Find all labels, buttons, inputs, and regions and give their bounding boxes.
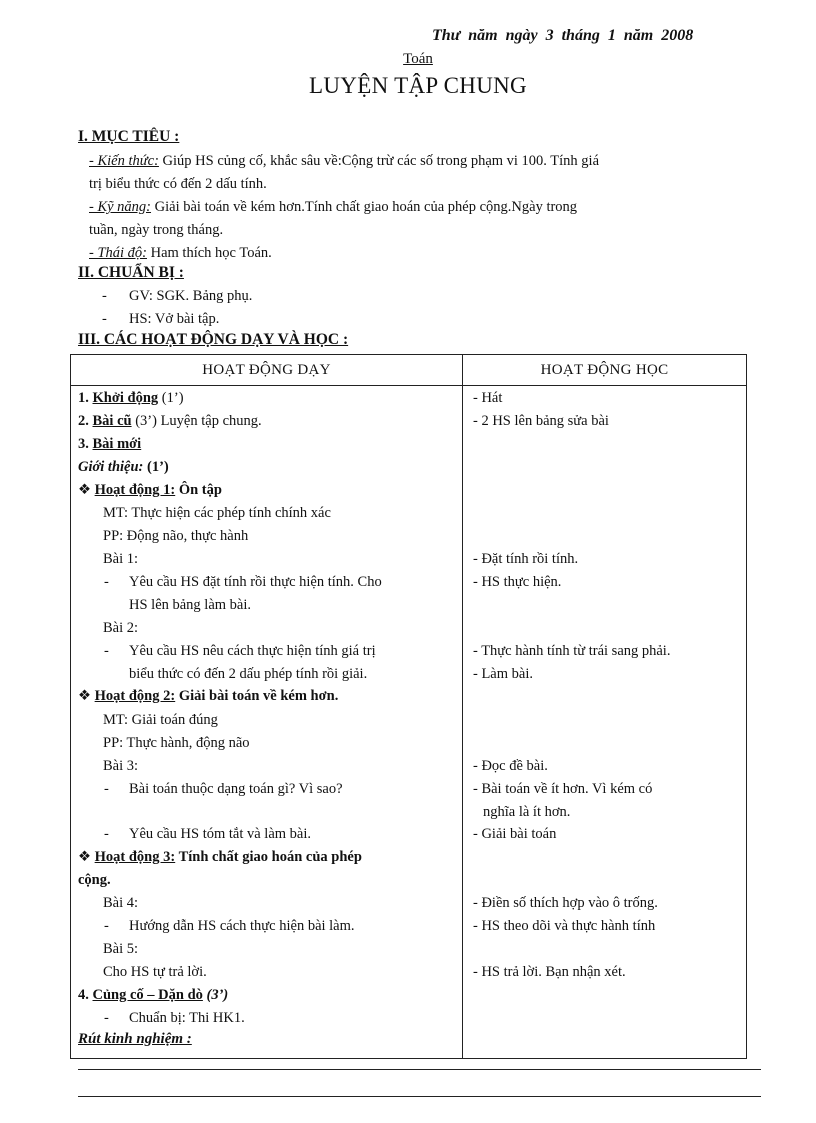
activity-title: Ôn tập <box>175 482 222 498</box>
step-new-lesson <box>78 436 141 453</box>
exercise-1-text-1: Yêu cầu HS đặt tính rồi thực hiện tính. Cho <box>129 574 382 590</box>
exercise-2-label: Bài 2: <box>103 620 139 636</box>
activity-2-goal: MT: Giải toán đúng <box>103 712 218 728</box>
learning-item: - Đọc đề bài. <box>473 758 548 774</box>
exercise-4-label: Bài 4: <box>103 895 139 911</box>
exercise-1-label: Bài 1: <box>103 551 139 567</box>
activity-3-heading <box>78 849 362 866</box>
objectives-skill <box>89 196 757 219</box>
lesson-date: Thư năm ngày 3 tháng 1 năm 2008 <box>432 27 694 44</box>
exercise-2-text-2: biểu thức có đến 2 dấu phép tính rồi giải. <box>129 666 368 682</box>
subject-label: Toán <box>403 51 433 67</box>
step-time: (3’) <box>202 987 229 1003</box>
preparation-item-text: GV: SGK. Bảng phụ. <box>129 288 253 304</box>
exercise-3-text-2: Yêu cầu HS tóm tắt và làm bài. <box>129 826 312 842</box>
header-teaching: HOẠT ĐỘNG DẠY <box>71 355 463 386</box>
table-header-row <box>71 355 747 386</box>
activity-3-heading-cont: cộng. <box>78 872 111 888</box>
diamond-bullet-icon: ❖ <box>78 849 91 865</box>
dash: - <box>104 574 109 590</box>
exercise-3-text-1: Bài toán thuộc dạng toán gì? Vì sao? <box>129 781 343 797</box>
table-body-row <box>71 386 747 1059</box>
step-name: Bài mới <box>92 436 142 452</box>
activity-1-heading <box>78 482 222 499</box>
learning-item: - Hát <box>473 390 503 406</box>
activity-title: Giải bài toán về kém hơn. <box>175 688 339 704</box>
step-old-lesson <box>78 413 262 430</box>
dash: - <box>104 826 109 842</box>
objectives-heading: I. MỤC TIÊU : <box>78 128 180 145</box>
activity-label: Hoạt động 1: <box>94 482 176 498</box>
step-number: 2. <box>78 413 93 429</box>
learning-item: - Bài toán về ít hơn. Vì kém có <box>473 781 653 797</box>
intro-label: Giới thiệu: <box>78 459 144 475</box>
knowledge-text-1: Giúp HS củng cố, khắc sâu về:Cộng trừ các số trong phạm vi 100. Tính giá <box>158 153 600 169</box>
step-name: Củng cố – Dặn dò <box>92 987 203 1003</box>
skill-text-2: tuần, ngày trong tháng. <box>89 222 224 238</box>
dash: - <box>102 288 107 304</box>
dash: - <box>104 918 109 934</box>
step-name: Bài cũ <box>92 413 132 429</box>
exercise-5-label: Bài 5: <box>103 941 139 957</box>
activity-label: Hoạt động 2: <box>94 688 176 704</box>
activity-2-heading <box>78 688 338 705</box>
exercise-2-text-1: Yêu cầu HS nêu cách thực hiện tính giá trị <box>129 643 376 659</box>
learning-item: - HS trả lời. Bạn nhận xét. <box>473 964 626 980</box>
activities-table <box>70 354 747 1059</box>
exercise-5-text: Cho HS tự trả lời. <box>103 964 207 980</box>
teaching-column <box>71 386 463 1059</box>
skill-text-1: Giải bài toán về kém hơn.Tính chất giao hoán của phép cộng.Ngày trong <box>151 199 578 215</box>
activity-1-method: PP: Động não, thực hành <box>103 528 249 544</box>
step-detail: (3’) Luyện tập chung. <box>131 413 262 429</box>
diamond-bullet-icon: ❖ <box>78 482 91 498</box>
activity-label: Hoạt động 3: <box>94 849 176 865</box>
objectives-knowledge <box>89 150 757 173</box>
learning-item: - HS thực hiện. <box>473 574 562 590</box>
exercise-3-label: Bài 3: <box>103 758 139 774</box>
step-number: 4. <box>78 987 93 1003</box>
activity-title: Tính chất giao hoán của phép <box>175 849 362 865</box>
knowledge-label: - Kiến thức: <box>89 153 159 169</box>
experience-label: Rút kinh nghiệm : <box>78 1031 192 1047</box>
preparation-item-text: HS: Vở bài tập. <box>129 311 220 327</box>
dash: - <box>102 311 107 327</box>
learning-item-cont: nghĩa là ít hơn. <box>483 804 571 820</box>
attitude-text: Ham thích học Toán. <box>147 245 272 261</box>
learning-item: - Làm bài. <box>473 666 533 682</box>
step-consolidation <box>78 987 228 1004</box>
learning-item: - 2 HS lên bảng sửa bài <box>473 413 609 429</box>
step-name: Khởi động <box>92 390 159 406</box>
learning-item: - Thực hành tính từ trái sang phải. <box>473 643 671 659</box>
learning-column <box>463 386 747 1059</box>
preparation-item <box>102 311 219 328</box>
step-number: 1. <box>78 390 93 406</box>
objectives-attitude <box>89 242 757 265</box>
activity-2-method: PP: Thực hành, động não <box>103 735 250 751</box>
learning-item: - Giải bài toán <box>473 826 557 842</box>
diamond-bullet-icon: ❖ <box>78 688 91 704</box>
intro-time: (1’) <box>143 459 169 475</box>
activity-1-goal: MT: Thực hiện các phép tính chính xác <box>103 505 331 521</box>
header-learning: HOẠT ĐỘNG HỌC <box>463 355 747 386</box>
learning-item: - Đặt tính rồi tính. <box>473 551 579 567</box>
exercise-1-text-2: HS lên bảng làm bài. <box>129 597 252 613</box>
notes-line <box>78 1069 761 1070</box>
introduction <box>78 459 169 476</box>
learning-item: - HS theo dõi và thực hành tính <box>473 918 656 934</box>
consolidation-text: Chuẩn bị: Thi HK1. <box>129 1010 245 1026</box>
step-time: (1’) <box>158 390 184 406</box>
step-number: 3. <box>78 436 93 452</box>
dash: - <box>104 781 109 797</box>
step-warmup <box>78 390 184 407</box>
skill-label: - Kỹ năng: <box>89 199 152 215</box>
dash: - <box>104 1010 109 1026</box>
preparation-heading: II. CHUẨN BỊ : <box>78 264 184 281</box>
exercise-4-text: Hướng dẫn HS cách thực hiện bài làm. <box>129 918 355 934</box>
lesson-title: LUYỆN TẬP CHUNG <box>309 73 527 98</box>
activities-heading: III. CÁC HOẠT ĐỘNG DẠY VÀ HỌC : <box>78 331 349 348</box>
learning-item: - Điền số thích hợp vào ô trống. <box>473 895 658 911</box>
dash: - <box>104 643 109 659</box>
attitude-label: - Thái độ: <box>89 245 147 261</box>
knowledge-text-2: trị biểu thức có đến 2 dấu tính. <box>89 176 267 192</box>
notes-line <box>78 1096 761 1097</box>
preparation-item <box>102 288 252 305</box>
